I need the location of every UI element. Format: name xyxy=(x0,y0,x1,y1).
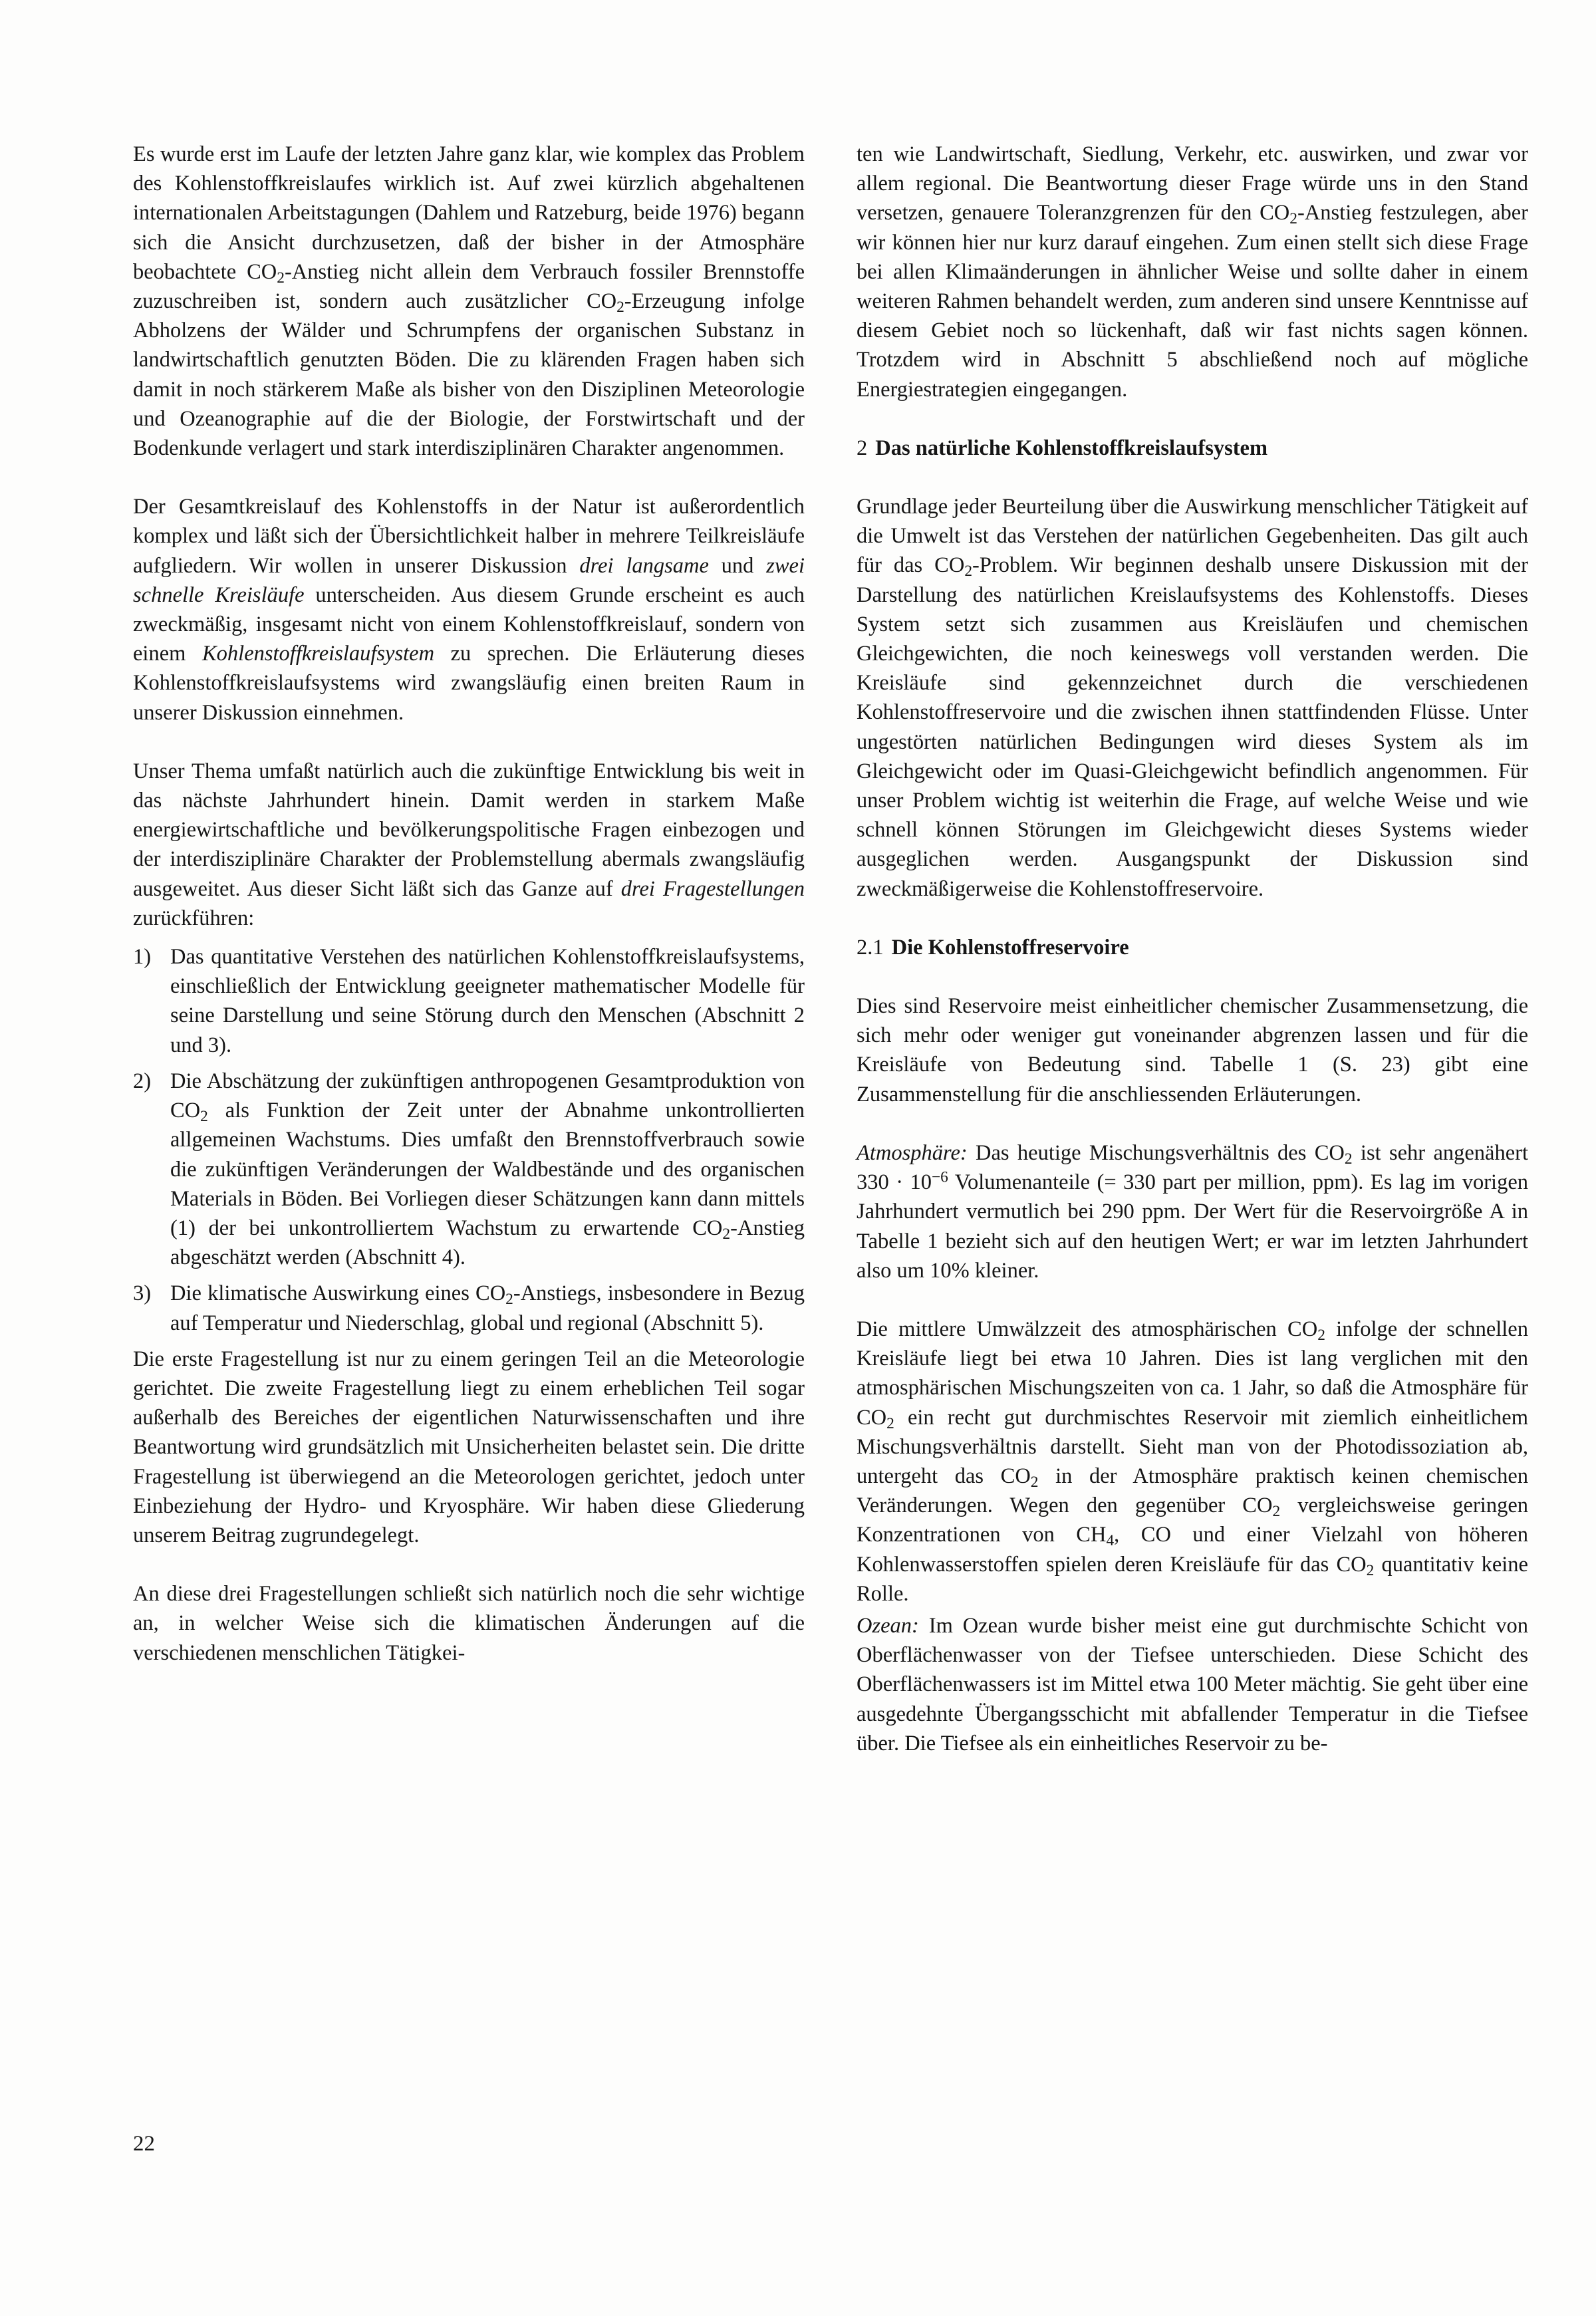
paragraph-grundlage: Grundlage jeder Beurteilung über die Auswirkung menschlicher Tätigkeit auf die Umwelt ist das Verstehen der natürlichen Gegebenheiten. Das gilt auch für das $CO_2$-Problem. Wir beginnen deshalb unsere Diskussion mit der Darstellung des natürlichen Kreislaufsystems des Kohlenstoffs. Dieses System setzt sich zusammen aus Kreisläufen und chemischen Gleichgewichten, die noch keineswegs voll verstanden werden. Die Kreisläufe sind gekennzeichnet durch die verschiedenen Kohlenstoffreservoire und die zwischen ihnen stattfindenden Flüsse. Unter ungestörten natürlichen Bedingungen wird dieses System als im Gleichgewicht oder im Quasi-Gleichgewicht befindlich angenommen. Für unser Problem wichtig ist weiterhin die Frage, auf welche Weise und wie schnell können Störungen im Gleichgewicht dieses Systems wieder ausgeglichen werden. Ausgangspunkt der Diskussion sind zweckmäßigerweise die Kohlenstoffreservoire. xyxy=(857,495,1529,901)
paragraph-fragestellungen: Die erste Fragestellung ist nur zu einem geringen Teil an die Meteorologie gerichtet. Die zweite Fragestellung liegt zu einem erheblichen Teil sogar außerhalb des Bereiches der eigentlichen Naturwissenschaften und ihre Beantwortung wird grundsätzlich mit Unsicherheiten belastet sein. Die dritte Fragestellung ist überwiegend an die Meteorologen gerichtet, jedoch unter Einbeziehung der Hydro- und Kryosphäre. Wir haben diese Gliederung unserem Beitrag zugrundegelegt. xyxy=(133,1347,805,1547)
paragraph-atmosphaere: Atmosphäre: Das heutige Mischungsverhältnis des $CO_2$ ist sehr angenähert $330 \cdot 10^{-6}$ Volumenanteile (= 330 part per million, ppm). Es lag im vorigen Jahrhundert vermutlich bei 290 ppm. Der Wert für die Reservoirgröße A in Tabelle 1 bezieht sich auf den heutigen Wert; er war im letzten Jahrhundert also um 10% kleiner. xyxy=(857,1140,1528,1283)
list-item: 1) Das quantitative Verstehen des natürlichen Kohlenstoffkreislaufsystems, einschließlich der Entwicklung geeigneter mathematischer Modelle für seine Darstellung und seine Störung durch den Menschen (Abschnitt 2 und 3). xyxy=(133,945,805,1057)
left-column xyxy=(133,140,805,1668)
page-number: 22 xyxy=(133,2132,155,2156)
question-list xyxy=(133,942,805,1338)
right-column xyxy=(857,140,1528,1758)
list-item: 2) Die Abschätzung der zukünftigen anthropogenen Gesamtproduktion von $CO_2$ als Funktion der Zeit unter der Abnahme unkontrollierten allgemeinen Wachstums. Dies umfaßt den Brennstoffverbrauch sowie die zukünftigen Veränderungen der Waldbestände und des organischen Materials in Böden. Bei Vorliegen dieser Schätzungen kann dann mittels (1) der bei unkontrolliertem Wachstum zu erwartende $CO_2$-Anstieg abgeschätzt werden (Abschnitt 4). xyxy=(133,1069,805,1270)
paragraph-umwaelzzeit: Die mittlere Umwälzzeit des atmosphärischen $CO_2$ infolge der schnellen Kreisläufe liegt bei etwa 10 Jahren. Dies ist lang verglichen mit den atmosphärischen Mischungszeiten von ca. 1 Jahr, so daß die Atmosphäre für $CO_2$ ein recht gut durchmischtes Reservoir mit ziemlich einheitlichem Mischungsverhältnis darstellt. Sieht man von der Photodissoziation ab, untergeht das $CO_2$ in der Atmosphäre praktisch keinen chemischen Veränderungen. Wegen den gegenüber $CO_2$ vergleichsweise geringen Konzentrationen von $CH_4$, CO und einer Vielzahl von höheren Kohlenwasserstoffen spielen deren Kreisläufe für das $CO_2$ quantitativ keine Rolle. xyxy=(857,1317,1528,1606)
paragraph-ozean: Ozean: Im Ozean wurde bisher meist eine gut durchmischte Schicht von Oberflächenwasser von der Tiefsee unterschieden. Diese Schicht des Oberflächenwassers ist im Mittel etwa 100 Meter mächtig. Sie geht über eine ausgedehnte Übergangsschicht mit abfallender Temperatur in die Tiefsee über. Die Tiefsee als ein einheitliches Reservoir zu be- xyxy=(857,1613,1528,1755)
list-item: 3) Die klimatische Auswirkung eines $CO_2$-Anstiegs, insbesondere in Bezug auf Temperatur und Niederschlag, global und regional (Abschnitt 5). xyxy=(133,1281,805,1335)
paragraph-reservoire: Dies sind Reservoire meist einheitlicher chemischer Zusammensetzung, die sich mehr oder weniger gut voneinander abgrenzen lassen und für die Kreisläufe von Bedeutung sind. Tabelle 1 (S. 23) gibt eine Zusammenstellung für die anschliessenden Erläuterungen. xyxy=(857,994,1528,1106)
paragraph-gesamtkreislauf: Der Gesamtkreislauf des Kohlenstoffs in der Natur ist außerordentlich komplex und läßt sich der Übersichtlichkeit halber in mehrere Teilkreisläufe aufgliedern. Wir wollen in unserer Diskussion drei langsame und zwei schnelle Kreisläufe unterscheiden. Aus diesem Grunde erscheint es auch zweckmäßig, insgesamt nicht von einem Kohlenstoffkreislauf, sondern von einem Kohlenstoffkreislaufsystem zu sprechen. Die Erläuterung dieses Kohlenstoffkreislaufsystems wird zwangsläufig einen breiten Raum in unserer Diskussion einnehmen. xyxy=(133,495,805,725)
subsection-heading: 2.1 Die Kohlenstoffreservoire xyxy=(857,935,1129,960)
paragraph-klimatische-aenderungen: An diese drei Fragestellungen schließt sich natürlich noch die sehr wichtige an, in welcher Weise sich die klimatischen Änderungen auf die verschiedenen menschlichen Tätigkei- xyxy=(133,1582,805,1665)
paragraph-continuation: ten wie Landwirtschaft, Siedlung, Verkehr, etc. auswirken, und zwar vor allem regional. Die Beantwortung dieser Frage würde uns in den Stand versetzen, genauere Toleranzgrenzen für den $CO_2$-Anstieg festzulegen, aber wir können hier nur kurz darauf eingehen. Zum einen stellt sich diese Frage bei allen Klimaänderungen in ähnlicher Weise und sollte daher in einem weiteren Rahmen behandelt werden, zum anderen sind unsere Kenntnisse auf diesem Gebiet noch so lückenhaft, daß wir fast nichts sagen können. Trotzdem wird in Abschnitt 5 abschließend noch auf mögliche Energiestrategien eingegangen. xyxy=(857,142,1529,402)
section-heading: 2 Das natürliche Kohlenstoffkreislaufsystem xyxy=(857,436,1268,460)
paragraph-intro: Es wurde erst im Laufe der letzten Jahre ganz klar, wie komplex das Problem des Kohlenstoffkreislaufes wirklich ist. Auf zwei kürzlich abgehaltenen internationalen Arbeitstagungen (Dahlem und Ratzeburg, beide 1976) begann sich die Ansicht durchzusetzen, daß der bisher in der Atmosphäre beobachtete $CO_2$-Anstieg nicht allein dem Verbrauch fossiler Brennstoffe zuzuschreiben ist, sondern auch zusätzlicher $CO_2$-Erzeugung infolge Abholzens der Wälder und Schrumpfens der organischen Substanz in landwirtschaftlich genutzten Böden. Die zu klärenden Fragen haben sich damit in noch stärkerem Maße als bisher von den Disziplinen Meteorologie und Ozeanographie auf die der Biologie, der Forstwirtschaft und der Bodenkunde verlagert und stark interdisziplinären Charakter angenommen. xyxy=(133,142,805,461)
paragraph-thema: Unser Thema umfaßt natürlich auch die zukünftige Entwicklung bis weit in das nächste Jahrhundert hinein. Damit werden in starkem Maße energiewirtschaftliche und bevölkerungspolitische Fragen einbezogen und der interdisziplinäre Charakter der Problemstellung abermals zwangsläufig ausgeweitet. Aus dieser Sicht läßt sich das Ganze auf drei Fragestellungen zurückführen: xyxy=(133,759,805,930)
